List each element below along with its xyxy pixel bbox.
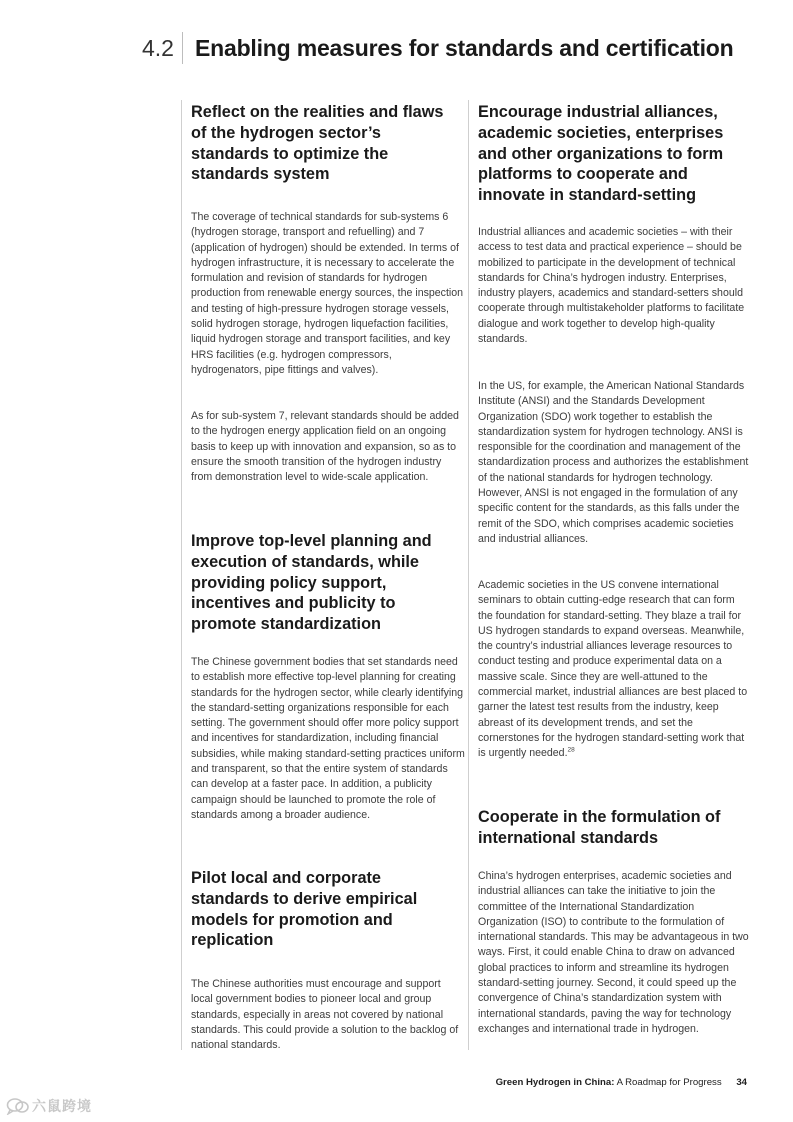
paragraph-china-iso: China’s hydrogen enterprises, academic societies and industrial alliances can take the initiative to join the committee of the International Standardization Organization (ISO) to contribute to the formulation of international standards. This may be advantageous in two ways. First, it could enable China to draw on advanced global practices to inform and streamline its hydrogen standard-setting journey. Second, it could speed up the convergence of China’s standardization system with international standards, paving the way for technology exchanges and international trade in hydrogen. [478, 870, 749, 1035]
paragraph-government-bodies: The Chinese government bodies that set standards need to establish more effective top-level planning for creating standards for the hydrogen sector, while clearly identifying the standard-setting organizations responsible for each setting. The government should offer more policy support and incentives for standardization, including financial subsidies, while making standard-setting practices uniform and transparent, so that the entire system of standards can develop at a faster pace. In addition, a publicity campaign should be launched to promote the role of standards among a broader audience. [191, 656, 465, 821]
subheading-international-standards: Cooperate in the formulation of international standards [478, 808, 721, 847]
subheading-pilot-local-standards: Pilot local and corporate standards to derive empirical models for promotion and replication [191, 869, 418, 950]
right-column [468, 100, 749, 1050]
section-number: 4.2 [142, 34, 174, 61]
subheading-reflect-standards: Reflect on the realities and flaws of the hydrogen sector’s standards to optimize the standards system [191, 103, 444, 184]
paragraph-us-academic-societies [478, 578, 750, 762]
subheading-encourage-alliances: Encourage industrial alliances, academic societies, enterprises and other organizations to form platforms to cooperate and innovate in standard-setting [478, 103, 724, 205]
watermark [6, 1096, 92, 1116]
paragraph-us-example: In the US, for example, the American National Standards Institute (ANSI) and the Standards Development Organization (SDO) work together to establish the standardization system for hydrogen technology. ANSI is responsible for the coordination and management of the standardization process and authorizes the establishment of the national standards for hydrogen technology. However, ANSI is not engaged in the formulation of any specific content for the standards, as this falls under the remit of the SDO, which comprises academic societies and industrial alliances. [478, 380, 749, 545]
publication-subtitle: A Roadmap for Progress [616, 1077, 722, 1088]
subheading-top-level-planning: Improve top-level planning and execution of standards, while providing policy support, incentives and publicity to promote standardization [191, 532, 432, 634]
paragraph-local-government: The Chinese authorities must encourage and support local government bodies to pioneer local and group standards, especially in areas not covered by national standards. This could provide a solution to the backlog of national standards. [191, 978, 459, 1052]
paragraph-standards-coverage: The coverage of technical standards for sub-systems 6 (hydrogen storage, transport and refuelling) and 7 (application of hydrogen) should be extended. In terms of hydrogen infrastructure, it is necessary to accelerate the formulation and revision of standards for hydrogen production from renewable energy sources, the inspection and testing of high-pressure hydrogen storage vessels, solid hydrogen storage, hydrogen liquefaction facilities, liquid hydrogen storage and transport facilities, and key HRS facilities (e.g. hydrogen compressors, hydrogenators, pipe fittings and valves). [191, 211, 464, 376]
section-header [142, 34, 734, 62]
section-title: Enabling measures for standards and certification [195, 34, 734, 61]
chat-bubble-logo-icon [6, 1097, 30, 1115]
paragraph-alliances-societies: Industrial alliances and academic societies – with their access to test data and practical experience – should be mobilized to participate in the development of technical standards for China’s hydrogen industry. Enterprises, industry players, academics and standard-setters should cooperate through multistakeholder platforms to facilitate dialogue and work together to develop high-quality standards. [478, 226, 745, 346]
paragraph-subsystem-7: As for sub-system 7, relevant standards should be added to the hydrogen energy application field on an ongoing basis to keep up with innovation and expansion, so as to ensure the smooth transition of the hydrogen industry from demonstration level to wide-scale application. [191, 410, 459, 484]
left-column [181, 100, 464, 1050]
header-divider [182, 32, 183, 64]
page-number: 34 [736, 1077, 747, 1088]
publication-title: Green Hydrogen in China: [495, 1077, 615, 1088]
watermark-text: 六鼠跨境 [32, 1098, 92, 1114]
page-footer [496, 1077, 747, 1088]
paragraph-us-academic-societies-text: Academic societies in the US convene international seminars to obtain cutting-edge research that can form the foundation for standard-setting. They blaze a trail for US hydrogen standards to expand overseas. Meanwhile, the country’s industrial alliances leverage resources to conduct testing and produce experimental data on a massive scale. Since they are well-attuned to the commercial market, industrial alliances are best placed to garner the latest test results from the industry, keep abreast of its development trends, and set the cornerstones for the hydrogen standard-setting work that is urgently needed. [478, 579, 748, 760]
footnote-reference[interactable]: 28 [567, 746, 575, 754]
